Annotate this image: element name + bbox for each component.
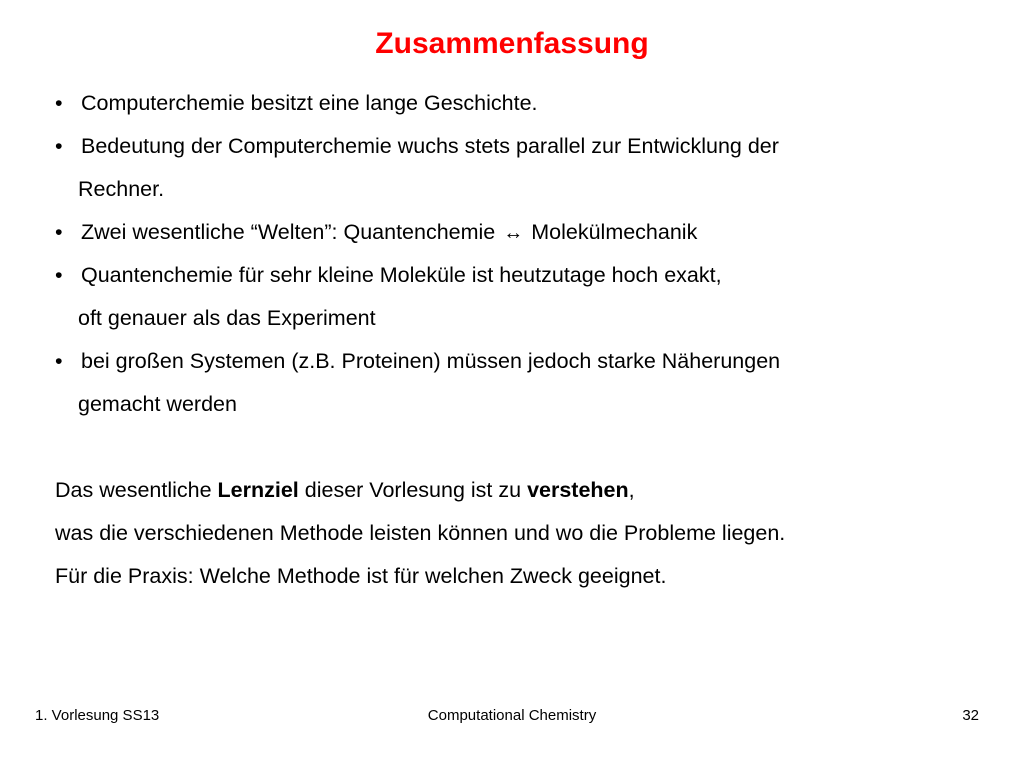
- slide-title: Zusammenfassung: [375, 27, 649, 60]
- bullet-dot-icon: [55, 132, 81, 160]
- footer-course-title: Computational Chemistry: [427, 707, 597, 724]
- left-right-arrow-icon: ↔: [503, 222, 524, 244]
- bullet-item: [55, 261, 722, 289]
- bullet-dot-icon: [55, 218, 81, 246]
- bullet-text: Computerchemie besitzt eine lange Geschichte.: [81, 91, 538, 115]
- bullet-text: Bedeutung der Computerchemie wuchs stets parallel zur Entwicklung der: [81, 134, 779, 158]
- summary-text: Das wesentliche: [55, 478, 212, 502]
- bullet-item: [55, 89, 538, 117]
- bullet-continuation: Rechner.: [78, 177, 165, 201]
- bullet-dot-icon: [55, 347, 81, 375]
- bullet-dot-icon: [55, 261, 81, 289]
- summary-text: dieser Vorlesung ist zu: [304, 478, 522, 502]
- bullet-text: Molekülmechanik: [531, 220, 698, 244]
- bullet-text: Zwei wesentliche “Welten”: Quantenchemie: [81, 220, 496, 244]
- summary-line: was die verschiedenen Methode leisten können und wo die Probleme liegen.: [55, 521, 786, 545]
- bullet-text: Quantenchemie für sehr kleine Moleküle ist heutzutage hoch exakt,: [81, 263, 722, 287]
- summary-punctuation: ,: [628, 478, 635, 502]
- summary-line: [55, 476, 635, 504]
- bullet-continuation: oft genauer als das Experiment: [78, 306, 376, 330]
- bullet-item: [55, 132, 779, 160]
- bullet-item: [55, 218, 697, 247]
- bullet-continuation: gemacht werden: [78, 392, 237, 416]
- footer-page-number: 32: [962, 707, 979, 724]
- footer-lecture: 1. Vorlesung SS13: [35, 707, 160, 724]
- emphasis-lernziel: Lernziel: [217, 478, 299, 502]
- emphasis-verstehen: verstehen: [527, 478, 629, 502]
- bullet-item: [55, 347, 780, 375]
- bullet-text: bei großen Systemen (z.B. Proteinen) müssen jedoch starke Näherungen: [81, 349, 781, 373]
- bullet-dot-icon: [55, 89, 81, 117]
- summary-line: Für die Praxis: Welche Methode ist für welchen Zweck geeignet.: [55, 564, 667, 588]
